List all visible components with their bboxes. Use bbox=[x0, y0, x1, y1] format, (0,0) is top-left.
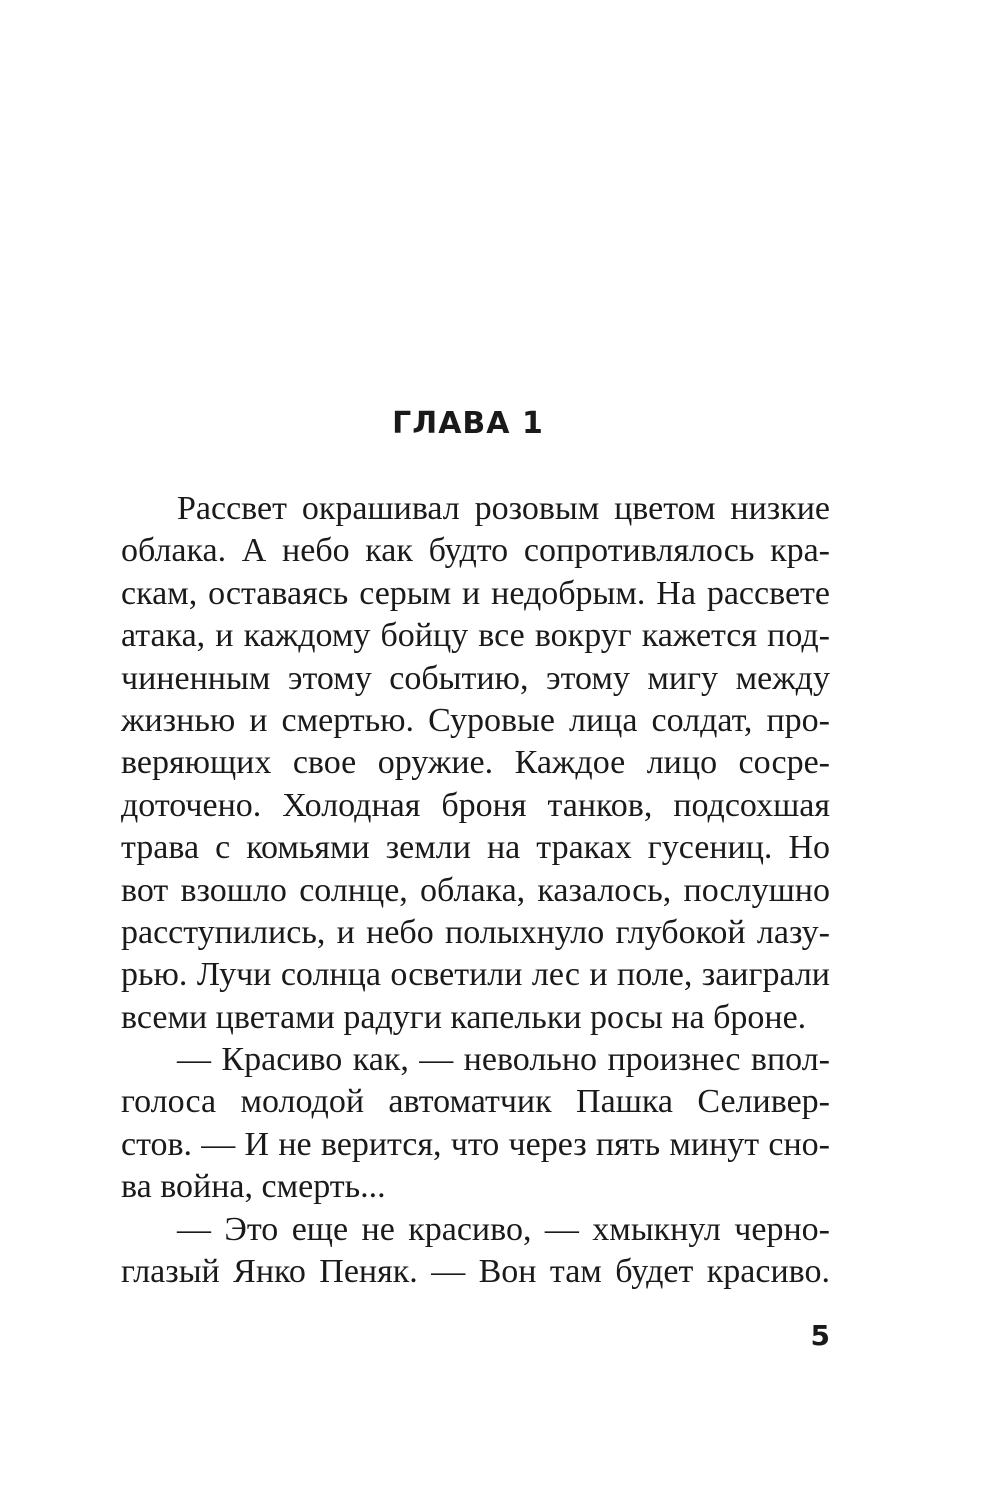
paragraph-line: веряющих свое оружие. Каждое лицо сосре- bbox=[121, 744, 830, 782]
paragraph-line: — Красиво как, — невольно произнес впол- bbox=[177, 1041, 830, 1079]
chapter-title: ГЛАВА 1 bbox=[392, 406, 544, 441]
paragraph-line: чиненным этому событию, этому мигу между bbox=[121, 659, 830, 697]
paragraph-line: стов. — И не верится, что через пять минут сно- bbox=[121, 1125, 830, 1163]
body-text bbox=[121, 488, 830, 1293]
paragraph-line: облака. А небо как будто сопротивлялось кра- bbox=[121, 532, 830, 570]
page-number: 5 bbox=[810, 1319, 830, 1352]
paragraph-line: скам, оставаясь серым и недобрым. На рассвете bbox=[121, 574, 830, 612]
paragraph-line: расступились, и небо полыхнуло глубокой лазу- bbox=[121, 913, 830, 951]
paragraph-line: голоса молодой автоматчик Пашка Селивер- bbox=[121, 1083, 830, 1121]
paragraph-line: доточено. Холодная броня танков, подсохшая bbox=[121, 786, 830, 824]
paragraph-line: атака, и каждому бойцу все вокруг кажется под- bbox=[121, 617, 830, 655]
paragraph-line: вот взошло солнце, облака, казалось, послушно bbox=[121, 871, 830, 909]
paragraph-line: трава с комьями земли на траках гусениц. Но bbox=[121, 829, 830, 867]
paragraph-line: — Это еще не красиво, — хмыкнул черно- bbox=[177, 1210, 830, 1248]
paragraph-line: жизнью и смертью. Суровые лица солдат, про- bbox=[121, 701, 830, 739]
paragraph-line: ва война, смерть... bbox=[121, 1168, 386, 1206]
paragraph-line: всеми цветами радуги капельки росы на броне. bbox=[121, 998, 807, 1036]
paragraph-line: глазый Янко Пеняк. — Вон там будет красиво. bbox=[121, 1253, 830, 1291]
paragraph-line: Рассвет окрашивал розовым цветом низкие bbox=[177, 490, 830, 527]
paragraph-line: рью. Лучи солнца осветили лес и поле, заиграли bbox=[121, 956, 830, 994]
